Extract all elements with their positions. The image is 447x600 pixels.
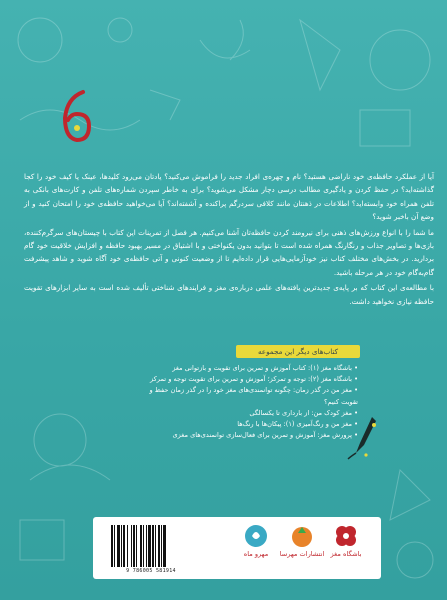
list-item: • مغز کودک من: از بارداری تا یکسالگی (140, 408, 358, 419)
pen-icon (346, 415, 382, 461)
publisher-bar (93, 517, 381, 579)
mehrsa-logo (289, 523, 315, 549)
publisher-logo-brain-club (319, 523, 373, 573)
paragraph-1: آیا از عملکرد حافظه‌ی خود ناراضی هستید؟ نام و چهره‌ی افراد جدید را فراموش می‌کنید؟ یادتان می‌رود کلیدها، عینک یا کیف خود را کجا گذاشته‌اید؟ در حفظ کردن و یادگیری مطالب درسی دچار مشکل می‌شوید؟ برای به خاطر سپردن شماره‌های تلفن و کارت‌های بانکی به تلفن همراه خود وابسته‌اید؟ اطلاعات در ذهنتان مانند کلافی سردرگم پراکنده و آشفته‌اند؟ آیا می‌خواهید حافظه‌ی خود را امتحان کنید و از وضع آن باخبر شوید؟ (24, 172, 434, 222)
barcode (109, 525, 193, 569)
paragraph-2: ما شما را با انواع ورزش‌های ذهنی برای نیرومند کردن حافظه‌تان آشنا می‌کنیم. هر فصل از تمرینات این کتاب با چیستان‌های سرگرم‌کننده، بازی‌ها و تصاویر جذاب و رنگارنگ همراه شده است تا بتوانید بدون یکنواختی و با اشتیاق در مسیر بهبود حافظه و افزایش خلاقیت خود گام بردارید. در بخش‌های مختلف کتاب نیز خودآزمایی‌هایی قرار داده‌ایم تا از وضعیت کنونی و آتی حافظه‌ی خود آگاه شوید و شاهد پیشرفت گام‌به‌گام خود در هر مرحله باشید. (24, 227, 434, 277)
barcode-number: 9 786005 581914 (126, 568, 176, 574)
back-cover-text (24, 170, 434, 310)
publisher-name: انتشارات مهرسا (279, 550, 325, 558)
number-six-logo (57, 88, 97, 146)
list-item: • باشگاه مغز (۱): کتاب آموزش و تمرین برای تقویت و بازتوانی مغز (140, 363, 358, 374)
mehr-o-mah-logo (243, 523, 269, 549)
series-list (140, 363, 358, 441)
list-item: • پرورش مغز: آموزش و تمرین برای فعال‌سازی توانمندی‌های مغزی (140, 430, 358, 441)
list-item: • مغز من در گذر زمان: چگونه توانمندی‌های مغز خود را در گذر زمان حفظ و تقویت کنیم؟ (140, 385, 358, 407)
brain-club-logo (333, 523, 359, 549)
list-item: • مغز من و رنگ‌آمیزی (۱): پیکان‌ها با رنگ‌ها (140, 419, 358, 430)
publisher-name: مهرو ماه (243, 550, 269, 558)
series-label: کتاب‌های دیگر این مجموعه (236, 345, 360, 358)
paragraph-3: با مطالعه‌ی این کتاب که بر پایه‌ی جدیدترین یافته‌های علمی درباره‌ی مغز و فرایندهای شناختی تألیف شده است به سایر ابزارهای تقویت حافظه نیازی نخواهید داشت. (24, 283, 434, 306)
list-item: • باشگاه مغز (۲): توجه و تمرکز؛ آموزش و تمرین برای تقویت توجه و تمرکز (140, 374, 358, 385)
publisher-name: باشگاه مغز (330, 550, 362, 558)
